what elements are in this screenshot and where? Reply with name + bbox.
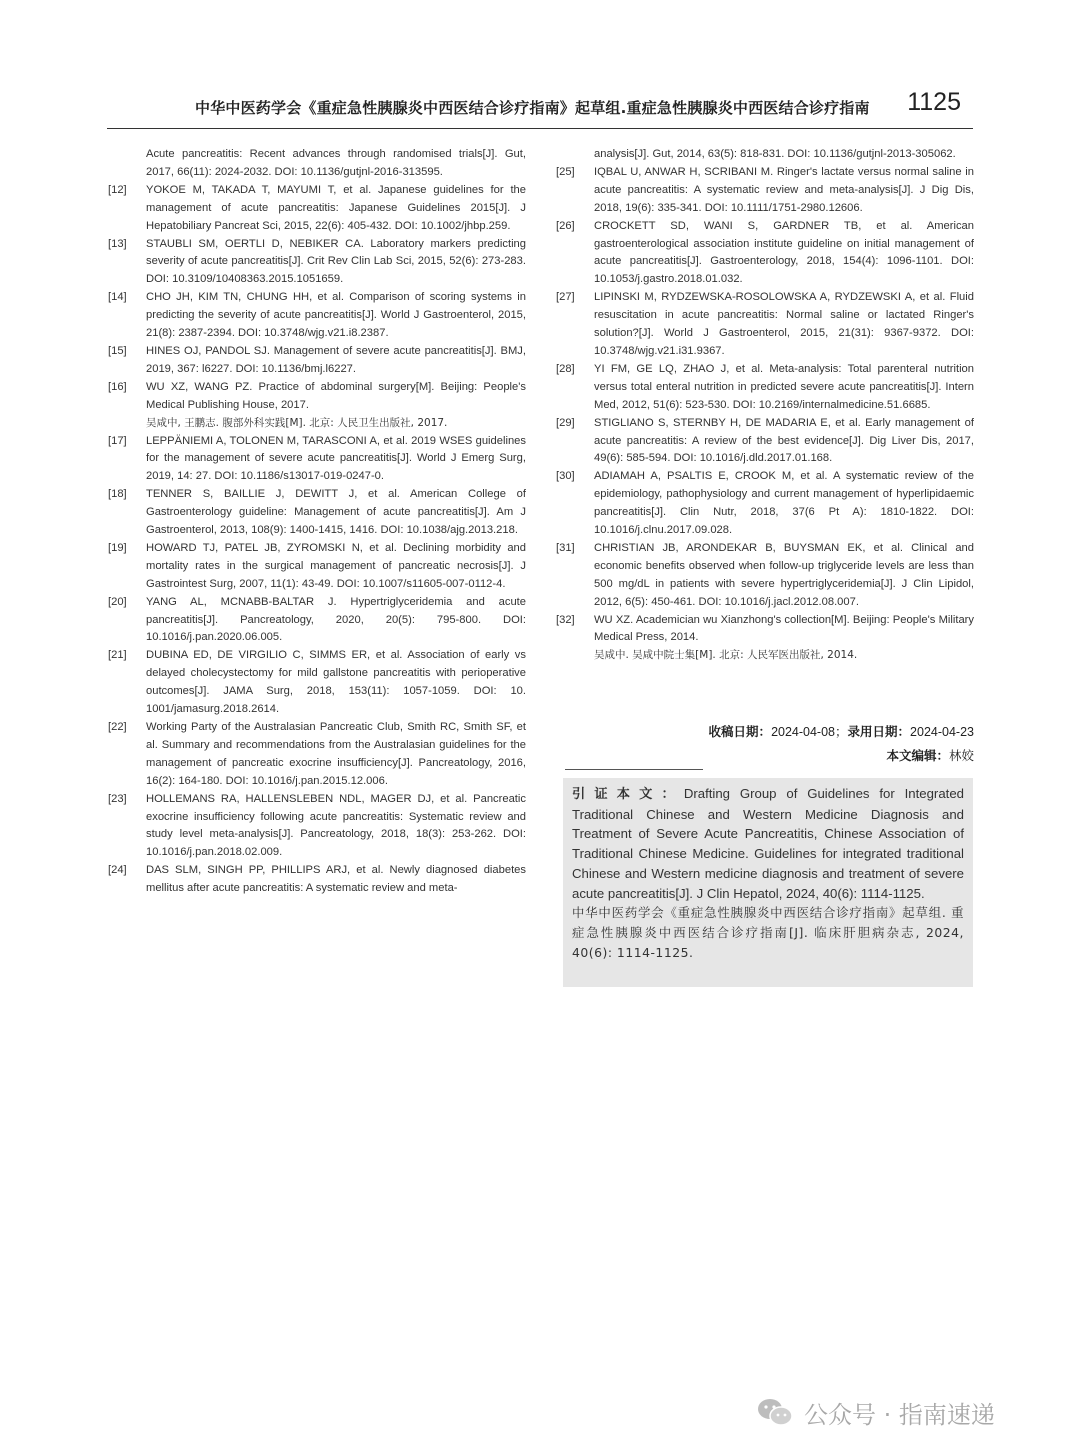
- reference-text: CHRISTIAN JB, ARONDEKAR B, BUYSMAN EK, et al. Clinical and economic benefits observed when follow-up triglyceride levels are less than 500 mg/dL in patients with severe hypertriglyceridemia[J]. J Clin Lipidol, 2012, 6(5): 450-461. DOI: 10.1016/j.jacl.2012.08.007.: [594, 541, 974, 608]
- received-accepted-line: [556, 720, 974, 744]
- reference-item: [556, 612, 974, 666]
- reference-text: STIGLIANO S, STERNBY H, DE MADARIA E, et al. Early management of acute pancreatitis: A review of the best evidence[J]. Dig Liver Dis, 2017, 49(6): 585-594. DOI: 10.1016/j.dld.2017.01.168.: [594, 416, 974, 465]
- reference-text: Acute pancreatitis: Recent advances through randomised trials[J]. Gut, 2017, 66(11): 2024-2032. DOI: 10.1136/gutjnl-2016-313595.: [146, 148, 526, 178]
- section-divider: [565, 769, 703, 770]
- reference-text: TENNER S, BAILLIE J, DEWITT J, et al. American College of Gastroenterology guideline: Management of acute pancreatitis[J]. Am J Gastroenterol, 2013, 108(9): 1400-1415, 1416. DOI: 10.1038/ajg.2013.218.: [146, 488, 526, 537]
- article-dates: [556, 720, 974, 768]
- reference-text: YANG AL, MCNABB-BALTAR J. Hypertriglyceridemia and acute pancreatitis[J]. Pancreatology, 2020, 20(5): 795-800. DOI: 10.1016/j.pan.2020.06.005.: [146, 595, 526, 644]
- reference-text: LIPINSKI M, RYDZEWSKA-ROSOLOWSKA A, RYDZEWSKI A, et al. Fluid resuscitation in acute pancreatitis: Normal saline or lactated Ringer's solution?[J]. World J Gastroenterol, 2015, 21(31): 9367-9372. DOI: 10.3748/wjg.v21.i31.9367.: [594, 291, 974, 357]
- reference-item: [556, 164, 974, 218]
- editor-name: 林姣: [948, 749, 974, 763]
- reference-item: [556, 415, 974, 469]
- reference-number: [18]: [108, 488, 127, 501]
- reference-number: [13]: [108, 237, 127, 250]
- reference-text: IQBAL U, ANWAR H, SCRIBANI M. Ringer's lactate versus normal saline in acute pancreatitis: A systematic review and meta-analysis[J]. J Dig Dis, 2018, 19(6): 335-341. DOI: 10.1111/1751-2980.12606.: [594, 165, 974, 214]
- reference-text: DAS SLM, SINGH PP, PHILLIPS ARJ, et al. Newly diagnosed diabetes mellitus after acute pancreatitis: A systematic review and meta-: [146, 864, 526, 895]
- reference-item: [108, 540, 526, 594]
- reference-number: [23]: [108, 792, 127, 805]
- reference-number: [26]: [556, 219, 575, 232]
- reference-item: [108, 433, 526, 487]
- references-left-column: [108, 146, 526, 898]
- editor-line: [556, 744, 974, 768]
- reference-text: LEPPÄNIEMI A, TOLONEN M, TARASCONI A, et al. 2019 WSES guidelines for the management of severe acute pancreatitis[J]. World J Emerg Surg, 2019, 14: 27. DOI: 10.1186/s13017-019-0247-0.: [146, 434, 526, 483]
- received-label: 收稿日期：: [708, 724, 772, 739]
- page-header: [107, 86, 973, 129]
- reference-item: [108, 379, 526, 433]
- reference-item: [108, 862, 526, 898]
- reference-number: [24]: [108, 864, 127, 877]
- reference-item: [108, 719, 526, 791]
- accepted-label: 录用日期：: [847, 724, 911, 739]
- reference-text: YI FM, GE LQ, ZHAO J, et al. Meta-analysis: Total parenteral nutrition versus total enteral nutrition in predicted severe acute pancreatitis[J]. Intern Med, 2012, 51(6): 523-530. DOI: 10.2169/internalmedicine.51.6685.: [594, 362, 974, 411]
- watermark-text: 公众号 · 指南速递: [804, 1400, 995, 1429]
- reference-number: [28]: [556, 362, 575, 375]
- reference-item: [556, 540, 974, 612]
- reference-text: HINES OJ, PANDOL SJ. Management of severe acute pancreatitis[J]. BMJ, 2019, 367: l6227. DOI: 10.1136/bmj.l6227.: [146, 344, 526, 375]
- reference-item: [108, 791, 526, 863]
- reference-text: WU XZ, WANG PZ. Practice of abdominal surgery[M]. Beijing: People's Medical Publishing House, 2017.: [146, 380, 526, 411]
- reference-item: [556, 146, 974, 164]
- reference-chinese-text: 吴咸中, 王鹏志. 腹部外科实践[M]. 北京: 人民卫生出版社, 2017.: [146, 416, 448, 429]
- reference-number: [14]: [108, 291, 127, 304]
- page-number: 1125: [907, 88, 961, 116]
- running-title: 中华中医药学会《重症急性胰腺炎中西医结合诊疗指南》起草组.重症急性胰腺炎中西医结合诊疗指南: [195, 99, 870, 117]
- reference-number: [17]: [108, 434, 127, 447]
- reference-number: [15]: [108, 344, 127, 357]
- reference-text: ADIAMAH A, PSALTIS E, CROOK M, et al. A systematic review of the epidemiology, pathophysiology and current management of hyperlipidaemic pancreatitis[J]. Clin Nutr, 2018, 37(6 Pt A): 1810-1822. DOI: 10.1016/j.clnu.2017.09.028.: [594, 470, 974, 537]
- reference-item: [556, 361, 974, 415]
- reference-text: Working Party of the Australasian Pancreatic Club, Smith RC, Smith SF, et al. Summary and recommendations from the Australasian guidelines for the management of pancreatic exocrine insufficiency[J]. Pancreatology, 2016, 16(2): 164-180. DOI: 10.1016/j.pan.2015.12.006.: [146, 721, 526, 787]
- reference-item: [108, 647, 526, 719]
- accepted-date: 2024-04-23: [910, 725, 974, 739]
- reference-number: [30]: [556, 470, 575, 483]
- reference-text: DUBINA ED, DE VIRGILIO C, SIMMS ER, et al. Association of early vs delayed cholecystectomy for mild gallstone pancreatitis with perioperative outcomes[J]. JAMA Surg, 2018, 153(11): 1057-1059. DOI: 10. 1001/jamasurg.2018.2614.: [146, 649, 526, 716]
- citation-english-text: Drafting Group of Guidelines for Integrated Traditional Chinese and Western Medicine Diagnosis and Treatment of Severe Acute Pancreatitis, Chinese Association of Traditional Chinese Medicine. Guidelines for integrated traditional Chinese and Western medicine diagnosis and treatment of severe acute pancreatitis[J]. J Clin Hepatol, 2024, 40(6): 1114-1125.: [572, 786, 964, 901]
- date-separator: ；: [835, 725, 848, 739]
- reference-number: [12]: [108, 183, 127, 196]
- reference-item: [556, 468, 974, 540]
- citation-box: [563, 778, 973, 987]
- reference-item: [556, 289, 974, 361]
- reference-item: [108, 289, 526, 343]
- citation-chinese: 中华中医药学会《重症急性胰腺炎中西医结合诊疗指南》起草组. 重症急性胰腺炎中西医结合诊疗指南[J]. 临床肝胆病杂志, 2024, 40(6): 1114-1125.: [572, 905, 964, 960]
- reference-number: [21]: [108, 649, 127, 662]
- reference-number: [20]: [108, 595, 127, 608]
- reference-number: [32]: [556, 613, 575, 626]
- editor-label: 本文编辑：: [886, 748, 949, 763]
- reference-text: CROCKETT SD, WANI S, GARDNER TB, et al. American gastroenterological association institute guideline on initial management of acute pancreatitis[J]. Gastroenterology, 2018, 154(4): 1096-1101. DOI: 10.1053/j.gastro.2018.01.032.: [594, 219, 974, 286]
- reference-number: [19]: [108, 541, 127, 554]
- wechat-icon: [756, 1397, 794, 1427]
- citation-english: [572, 784, 964, 903]
- reference-text: HOLLEMANS RA, HALLENSLEBEN NDL, MAGER DJ, et al. Pancreatic exocrine insufficiency following acute pancreatitis: Systematic review and study level meta-analysis[J]. Pancreatology, 2018, 18(3): 253-262. DOI: 10.1016/j.pan.2018.02.009.: [146, 792, 526, 859]
- reference-item: [108, 146, 526, 182]
- references-right-column: [556, 146, 974, 665]
- reference-text: STAUBLI SM, OERTLI D, NEBIKER CA. Laboratory markers predicting severity of acute pancreatitis[J]. Crit Rev Clin Lab Sci, 2015, 52(6): 273-283. DOI: 10.3109/10408363.2015.1051659.: [146, 237, 526, 286]
- reference-item: [556, 218, 974, 290]
- reference-item: [108, 486, 526, 540]
- reference-item: [108, 182, 526, 236]
- reference-number: [22]: [108, 721, 127, 733]
- reference-number: [29]: [556, 416, 575, 429]
- reference-number: [31]: [556, 541, 575, 554]
- reference-number: [27]: [556, 291, 575, 304]
- received-date: 2024-04-08: [771, 725, 836, 739]
- reference-item: [108, 594, 526, 648]
- reference-text: WU XZ. Academician wu Xianzhong's collection[M]. Beijing: People's Military Medical Press, 2014.: [594, 613, 974, 644]
- reference-number: [25]: [556, 165, 575, 178]
- reference-number: [16]: [108, 380, 127, 393]
- watermark: [756, 1394, 1056, 1430]
- citation-label: 引证本文：: [572, 787, 684, 802]
- reference-item: [108, 236, 526, 290]
- reference-text: analysis[J]. Gut, 2014, 63(5): 818-831. DOI: 10.1136/gutjnl-2013-305062.: [594, 148, 956, 160]
- reference-text: YOKOE M, TAKADA T, MAYUMI T, et al. Japanese guidelines for the management of acute pancreatitis: Japanese Guidelines 2015[J]. J Hepatobiliary Pancreat Sci, 2015, 22(6): 405-432. DOI: 10.1002/jhbp.259.: [146, 183, 526, 232]
- reference-item: [108, 343, 526, 379]
- reference-text: CHO JH, KIM TN, CHUNG HH, et al. Comparison of scoring systems in predicting the severity of acute pancreatitis[J]. World J Gastroenterol, 2015, 21(8): 2387-2394. DOI: 10.3748/wjg.v21.i8.2387.: [146, 291, 526, 340]
- reference-chinese-text: 吴咸中. 吴咸中院士集[M]. 北京: 人民军医出版社, 2014.: [594, 649, 858, 662]
- reference-text: HOWARD TJ, PATEL JB, ZYROMSKI N, et al. Declining morbidity and mortality rates in the surgical management of pancreatic necrosis[J]. J Gastrointest Surg, 2007, 11(1): 43-49. DOI: 10.1007/s11605-007-0112-4.: [146, 541, 526, 590]
